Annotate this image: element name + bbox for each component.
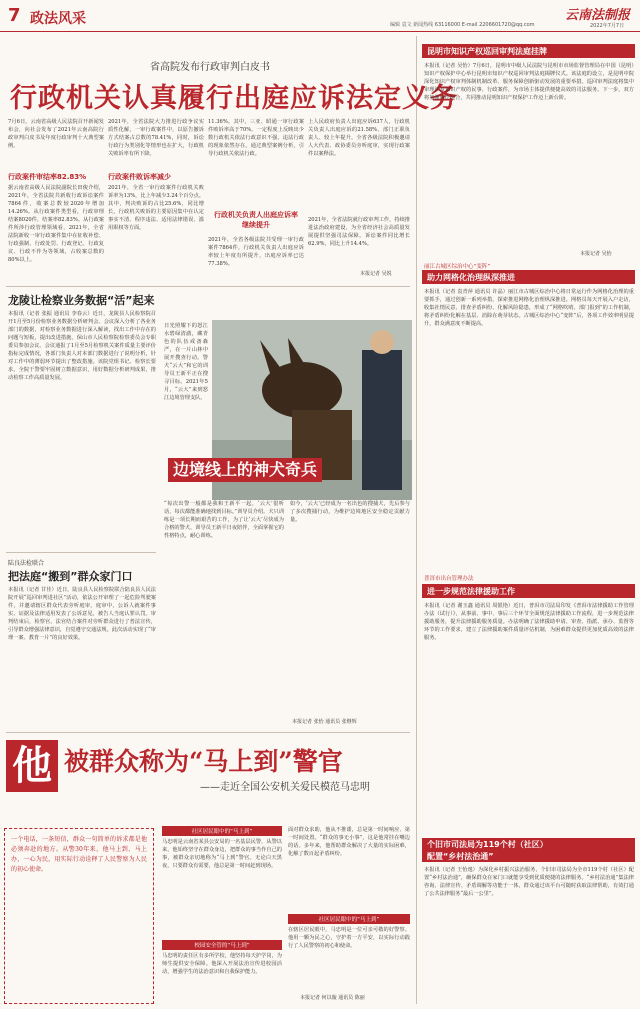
feature-drop-char: 他	[6, 740, 58, 792]
feature-sidebox	[4, 828, 154, 1004]
left-body2: 本报讯（记者 甘佳）近日，陆良县人民检察院联合陆良县人民法院开展“巡回审判进社区”活动，依法公开审理了一起危险驾驶案件，并邀请辖区群众代表旁听庭审。庭审中，公诉人就案件事实、证据及法律适用发表了公诉意见，被告人当庭认罪认罚。审判结束后，检察官、法官结合案件对旁听群众进行了普法宣传，引导群众增强法律意识，自觉遵守交通法规。此次活动实现了“审理一案、教育一片”的良好效果。	[8, 587, 156, 641]
right-kicker3: 普洱市出台管理办法	[424, 576, 474, 582]
dog-col3: 如今，‘云大’已经成为一名出色的搜捕犬，先后参与了多次搜捕行动，为维护边境地区安全稳定贡献力量。	[290, 501, 410, 523]
right-body2: 本报讯（记者 袁青萍 通讯员 许晶）丽江市古城区综治中心将日常运行作为网格化治理的重要抓手，通过创新一系列举措，探索推进网格化治理纵深推进。网格员每天开展入户走访，收集社情民意、排查矛盾纠纷、化解风险隐患，形成了“网格吹哨、部门报到”的工作机制，将矛盾纠纷化解在基层、消除在萌芽状态。古城区综治中心“变阵”后，各项工作效率明显提升，群众满意度不断提高。	[424, 289, 634, 327]
right-bar4: 个旧市司法局为119个村（社区）	[422, 838, 635, 850]
left-kicker2: 陆良法检联合	[8, 560, 45, 567]
lead-col4b: 2021年，全省法院就行政审判工作，持续推进法治政府建设，为全省经济社会高质量发展提供坚强司法保障。诉讼案件同比增长62.9%，同比上升14.4%。	[308, 217, 410, 247]
right-kicker2: 丽江古城区综治中心“变阵”	[424, 264, 491, 270]
column-divider	[416, 36, 417, 1004]
left-headline2: 把法庭“搬到”群众家门口	[8, 570, 133, 583]
left-body: 本报讯（记者 张振 通讯员 李春云）近日，龙陵县人民检察院召开1月至5月份检察业务数据分析研判会。会议深入分析了各业务部门的数据，对检察业务数据进行深入解读，找出工作中存在的问题与短板，提出改进措施。保山市人民检察院检察委员会专职委员参加会议。会议通报了1月至5月检察机关案件质量主要评价指标完成情况，各部门负责人对本部门数据进行了说明分析，针对工作中的薄弱环节提出了整改措施。该院党组书记、检察长要求，全院干警要牢固树立数据意识，用好数据分析研判成果，推动检察工作高质量发展。	[8, 311, 156, 381]
lead-col3: 11.36%。其中，三亚、昭通一审行政案件败诉率高于70%。一定程度上反映出少数行政机关依法行政意识不强，违法行政的现象依然存在。通过典型案例分析，引导行政机关依法行政。	[208, 119, 304, 157]
sidebox-text: 一个电话，一条短信，群众一句简单的诉求都是他必须奔赴的地方。从警30年来，他马上到、马上办，一心为民，用实际行动诠释了人民警察为人民的初心使命。	[11, 836, 147, 873]
divider	[6, 286, 410, 287]
right-body1: 本报讯（记者 吴怡）7月6日，昆明市中级人民法院与昆明市市场监督管理局在中国（昆明）知识产权保护中心举行昆明市知识产权巡回审判法庭揭牌仪式。该法庭的设立，是昆明中院深化知识产权审判体制机制改革、服务保障创新驱动发展的重要举措。巡回审判法庭将集中审理涉及知识产权的民事、行政案件，为市场主体提供便捷高效的司法服务。下一步，双方将加强协作配合，共同推动昆明知识产权保护工作迈上新台阶。	[424, 63, 634, 101]
feature-col3: 面对群众求助，他从不推诿，总是第一时间响应、第一时间处置。“群众的事无小事”，这是他常挂在嘴边的话。多年来，他帮助群众解决了大量的实际困难，化解了数百起矛盾纠纷。	[288, 827, 410, 857]
lead-col4: 上人民政府负责人出庭应诉637人，行政机关负责人出庭应诉的21.58%，部门正职负责人、较上年提升。全省各级法院积极邀请人大代表、政协委员旁听庭审，实现行政案件以案释法。	[308, 119, 410, 157]
right-bar3: 进一步规范法律援助工作	[422, 584, 635, 598]
issue-date: 2022年7月7日	[590, 23, 625, 29]
section-title: 政法风采	[30, 11, 86, 27]
feature-col4: 在辖区居民眼中，马忠明是一位可亲可敬的好警察。他用一颗为民之心，守护着一方平安，以实际行动践行了人民警察的初心和使命。	[288, 927, 410, 949]
left-headline: 龙陵让检察业务数据“活”起来	[8, 294, 155, 307]
dog-col1: 日光照耀下的怒江水碧绿清澈，藏青色的队伍戒备森严，在一片山林中展开搜查行动。警犬“云大”和它的训导员王新平正在搜寻目标。2021年5月，“云大”来到怒江边境管理支队。	[164, 323, 208, 401]
feature-subtitle: ——走近全国公安机关爱民模范马忠明	[200, 782, 370, 793]
divider	[6, 552, 156, 553]
right-body4: 本报讯（记者 王怡逸）为深化乡村振兴法治服务，个旧市司法局为全市119个村（社区）配置“乡村法治通”，确保群众在家门口就能享受到优质便捷的法律服务。“乡村法治通”集法律咨询、法律宣传、矛盾调解等功能于一体，群众通过该平台可随时获取法律帮助，有效打通了公共法律服务“最后一公里”。	[424, 867, 634, 897]
right-bar4-sub: 配置“乡村法治通”	[422, 850, 635, 862]
divider	[6, 732, 410, 733]
lead-byline: 本报记者 吴锐	[360, 271, 392, 277]
lead-col3b: 2021年，全省各级法院共受理一审行政案件7864件，行政机关负责人出庭应诉率较上年度有所提升，出庭应诉率已达77.38%。	[208, 237, 304, 267]
lead-headline: 行政机关认真履行出庭应诉法定义务	[10, 83, 458, 114]
lead-sub1: 行政案件审结率82.83%	[8, 173, 87, 181]
feature-byline: 本报记者 何以璇 通讯员 陈丽	[300, 995, 365, 1001]
page-header	[0, 0, 640, 32]
lead-col1b: 据云南省高级人民法院副院长田俊介绍，2021年，全省法院共新收行政诉讼案件7864件，收案总数较2020年增加14.26%。从行政案件类型看，行政审理结案8020件，结案率82.83%。从行政案件所涉行政管理领域看，2021年，全省法院新收一审行政案件集中在征收补偿、行政强制、行政处罚、行政登记、行政复议、行政不作为等领域，占收案总数的80%以上。	[8, 185, 104, 263]
dog-col2: “每次出警一般都是我和王新平一起，‘云大’很听话，每次都能准确地找到目标。”训导员介绍。犬只训练是一项长期而艰苦的工作，为了让‘云大’尽快成为合格的警犬，训导员王新平日夜陪伴，全面掌握它的性格特点，耐心训练。	[164, 501, 284, 539]
right-body3: 本报讯（记者 谢玉鑫 通讯员 周银艳）近日，普洱市司法局印发《普洱市法律援助工作管理办法（试行）》，从事前、事中、事后三个环节全面规范法律援助工作流程，进一步规范法律援助服务，提升法律援助服务质量。办法明确了法律援助申请、审查、指派、承办、监督等环节的工作要求，建立了法律援助案件质量评估机制，为困难群众提供更加优质高效的法律服务。	[424, 603, 634, 641]
lead-sub2: 行政案件败诉率减少	[108, 173, 171, 181]
feature-tag2: 校园安全管的“马上到”	[162, 940, 282, 950]
right-byline1: 本报记者 吴怡	[580, 251, 612, 257]
feature-tag3: 社区居民眼中的“马上到”	[288, 914, 410, 924]
lead-sub3: 行政机关负责人出庭应诉率继续提升	[214, 211, 298, 229]
editor-meta: 编辑 袁文 新闻热线 63116000 E-mail 2206601720@qq.com	[390, 22, 535, 28]
feature-col2: 马忠明的责任区有多所学校，他坚持每天护学岗，为师生提供安全保障。他深入开展法治宣传进校园活动，增强学生的法治意识和自我保护能力。	[162, 953, 282, 975]
lead-kicker: 省高院发布行政审判白皮书	[150, 62, 270, 73]
dog-byline: 本报记者 张怡 通讯员 张继辉	[292, 719, 357, 725]
right-bar2: 助力网格化治理纵深推进	[422, 270, 635, 284]
dog-story-headline: 边境线上的神犬奇兵	[168, 458, 322, 482]
feature-tag1: 社区居民眼中的“马上到”	[162, 826, 282, 836]
masthead-logo: 云南法制报	[565, 8, 631, 23]
feature-col1: 马忠明是云南省某县公安局的一名基层民警，从警以来，他始终坚守在群众身边，把群众的事当作自己的事，被群众亲切地称为“马上到”警官。无论白天黑夜，只要群众有需要，他总是第一时间赶到现场。	[162, 839, 282, 869]
lead-col2b: 2021年，全省一审行政案件行政机关败诉率为13%，比上年减少3.24个百分点。其中，判决败诉的占比25.6%，同比增长，行政机关败诉的主要原因集中在认定事实不清、程序违法、适用法律错误、滥用职权等方面。	[108, 185, 204, 231]
page-number: 7	[8, 5, 21, 26]
lead-col1: 7月6日，云南省高级人民法院召开新闻发布会，向社会发布了2021年云南高院行政审判白皮书及年度行政审判十大典型案例。	[8, 119, 104, 149]
lead-col2: 2021年，全省法院大力推进行政争议实质性化解，一审行政案件中，以原告撤诉方式结案占总数的78.41%，同时，诉讼行政行为类别化等情形也在扩大，行政机关败诉率有所下降。	[108, 119, 204, 157]
right-bar1: 昆明市知识产权巡回审判法庭挂牌	[422, 44, 635, 58]
feature-headline: 被群众称为“马上到”警官	[64, 747, 343, 776]
